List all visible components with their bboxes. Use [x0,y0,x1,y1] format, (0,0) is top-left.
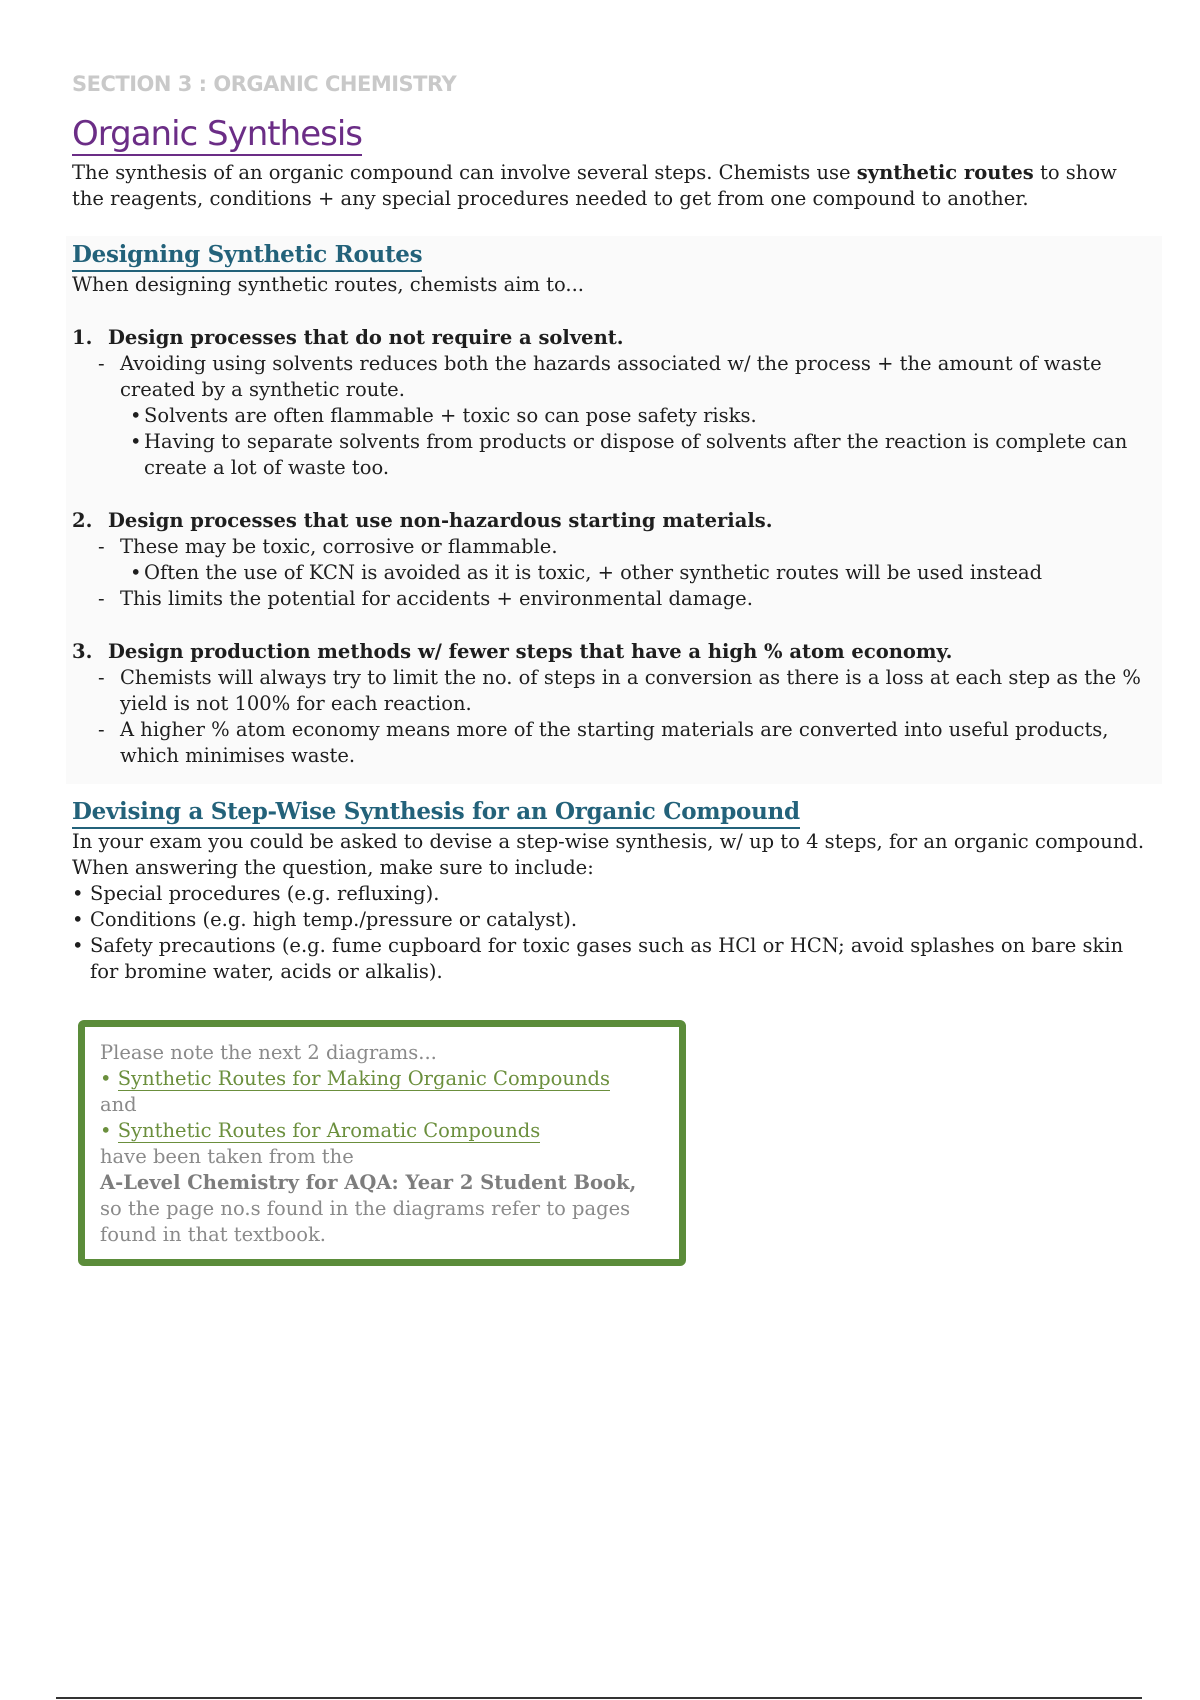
aim-2-number: 2. [72,509,93,532]
aim-2-dash-2-text: This limits the potential for accidents + environmental damage. [120,587,753,610]
note-book-title: A-Level Chemistry for AQA: Year 2 Student Book, [100,1171,637,1194]
aim-1-dot-2-text: Having to separate solvents from products or dispose of solvents after the reaction is complete can create a lot of waste too. [144,430,1128,479]
aim-3-dash-1 [98,665,1158,717]
aim-2-dash-1-text: These may be toxic, corrosive or flammable. [120,535,558,558]
aim-1-dot-1-text: Solvents are often flammable + toxic so can pose safety risks. [144,404,757,427]
designing-heading: Designing Synthetic Routes [72,240,422,272]
page-title: Organic Synthesis [72,114,362,154]
footer-rule [56,1697,1142,1699]
note-line-2: have been taken from the [100,1145,354,1168]
aim-3-dash-2-text: A higher % atom economy means more of the starting materials are converted into useful products, which minimises waste. [120,718,1109,767]
aim-2-dash-1 [98,534,1158,560]
aim-2-title [72,508,773,534]
aim-3-number: 3. [72,640,93,663]
note-line-1: Please note the next 2 diagrams... [100,1041,437,1064]
intro-paragraph [72,160,1152,212]
aim-2-dash-2 [98,586,1158,612]
dash-marker: - [98,666,105,689]
stepwise-bullet-2 [72,907,1152,933]
intro-text-before: The synthesis of an organic compound can involve several steps. Chemists use [72,161,857,184]
aim-1-dash-1-text: Avoiding using solvents reduces both the hazards associated w/ the process + the amount of waste created by a synthetic route. [120,352,1102,401]
aim-1-dot-1 [130,403,1130,429]
aim-2-dot-1 [130,560,1130,586]
stepwise-bullet-2-text: Conditions (e.g. high temp./pressure or catalyst). [90,908,578,931]
aim-2-title-text: Design processes that use non-hazardous starting materials. [108,509,773,532]
dash-marker: - [98,718,105,741]
bullet-dot: • [100,1119,118,1142]
note-line-4: found in that textbook. [100,1223,326,1246]
aim-1-number: 1. [72,326,93,349]
dash-marker: - [98,587,105,610]
note-link-1-row [100,1066,610,1092]
designing-subtitle: When designing synthetic routes, chemists aim to... [72,273,584,296]
bullet-dot: • [130,561,142,584]
bullet-dot: • [72,882,84,905]
bullet-dot: • [72,934,84,957]
stepwise-bullet-3-text: Safety precautions (e.g. fume cupboard for toxic gases such as HCl or HCN; avoid splashes on bare skin for bromine water, acids or alkalis). [90,934,1124,983]
note-link-2-row [100,1118,540,1144]
note-line-3: so the page no.s found in the diagrams refer to pages [100,1197,631,1220]
aim-1-title-text: Design processes that do not require a solvent. [108,326,624,349]
aim-1-dot-2 [130,429,1130,481]
aim-1-title [72,325,624,351]
bullet-dot: • [72,908,84,931]
note-and: and [100,1093,137,1116]
note-link-2[interactable]: Synthetic Routes for Aromatic Compounds [117,1119,541,1142]
section-label: SECTION 3 : ORGANIC CHEMISTRY [72,72,457,96]
intro-bold-term: synthetic routes [856,161,1034,184]
aim-2-dot-1-text: Often the use of KCN is avoided as it is toxic, + other synthetic routes will be used instead [144,561,1043,584]
aim-3-title-text: Design production methods w/ fewer steps that have a high % atom economy. [108,640,953,663]
stepwise-bullet-1 [72,881,1152,907]
note-link-1[interactable]: Synthetic Routes for Making Organic Compounds [117,1067,611,1090]
aim-3-dash-1-text: Chemists will always try to limit the no. of steps in a conversion as there is a loss at each step as the % yield is not 100% for each reaction. [120,666,1141,715]
aim-3-title [72,639,952,665]
intro-text-after: to show the reagents, conditions + any special procedures needed to get from one compound to another. [72,161,1117,210]
bullet-dot: • [130,404,142,427]
stepwise-bullet-3 [72,933,1152,985]
stepwise-intro: In your exam you could be asked to devise a step-wise synthesis, w/ up to 4 steps, for an organic compound. When answering the question, make sure to include: [72,830,1145,879]
stepwise-heading: Devising a Step-Wise Synthesis for an Organic Compound [72,797,800,829]
aim-1-dash-1 [98,351,1158,403]
aim-3-dash-2 [98,717,1158,769]
stepwise-bullet-1-text: Special procedures (e.g. refluxing). [90,882,440,905]
bullet-dot: • [100,1067,118,1090]
bullet-dot: • [130,430,142,453]
dash-marker: - [98,535,105,558]
dash-marker: - [98,352,105,375]
note-box [78,1020,686,1266]
